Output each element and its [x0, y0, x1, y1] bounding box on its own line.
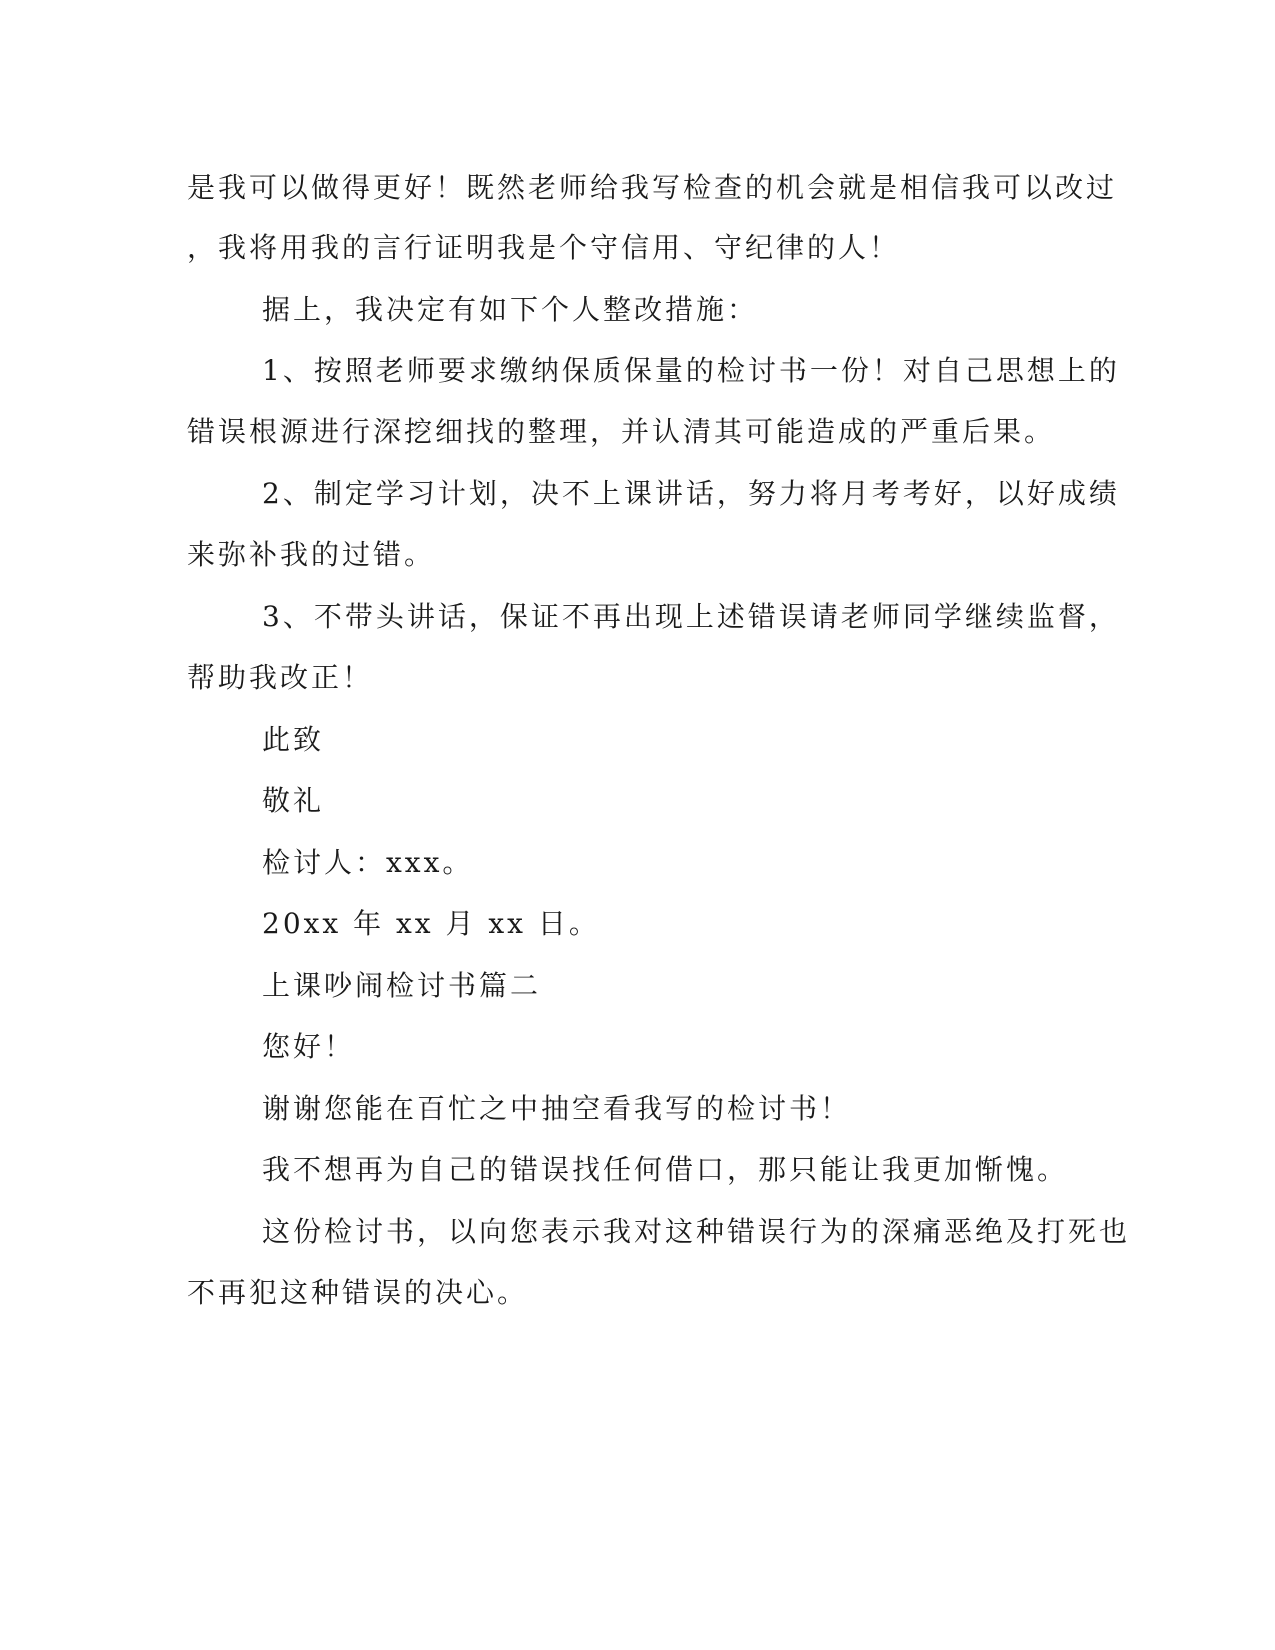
- closing-regards: 敬礼: [262, 784, 325, 817]
- list-item-3: 3、不带头讲话，保证不再出现上述错误请老师同学继续监督，: [262, 600, 1120, 633]
- paragraph-line: 我不想再为自己的错误找任何借口，那只能让我更加惭愧。: [262, 1153, 1069, 1186]
- paragraph-line: 谢谢您能在百忙之中抽空看我写的检讨书！: [262, 1092, 852, 1125]
- date-line: 20xx 年 xx 月 xx 日。: [262, 907, 600, 940]
- paragraph-line: 是我可以做得更好！既然老师给我写检查的机会就是相信我可以改过: [187, 171, 1118, 204]
- list-item-2: 2、制定学习计划，决不上课讲话，努力将月考考好，以好成绩: [262, 477, 1120, 510]
- section-title: 上课吵闹检讨书篇二: [262, 969, 542, 1002]
- paragraph-line: 来弥补我的过错。: [187, 538, 436, 571]
- paragraph-line: 帮助我改正！: [187, 661, 374, 694]
- list-item-1: 1、按照老师要求缴纳保质保量的检讨书一份！对自己思想上的: [262, 354, 1120, 387]
- signature-line: 检讨人：xxx。: [262, 846, 474, 879]
- paragraph-line: 据上，我决定有如下个人整改措施：: [262, 293, 759, 326]
- paragraph-line: ，我将用我的言行证明我是个守信用、守纪律的人！: [187, 231, 901, 264]
- paragraph-line: 这份检讨书，以向您表示我对这种错误行为的深痛恶绝及打死也: [262, 1215, 1131, 1248]
- greeting: 您好！: [262, 1030, 356, 1063]
- paragraph-line: 错误根源进行深挖细找的整理，并认清其可能造成的严重后果。: [187, 415, 1056, 448]
- paragraph-line: 不再犯这种错误的决心。: [187, 1276, 529, 1309]
- closing-salutation: 此致: [262, 723, 325, 756]
